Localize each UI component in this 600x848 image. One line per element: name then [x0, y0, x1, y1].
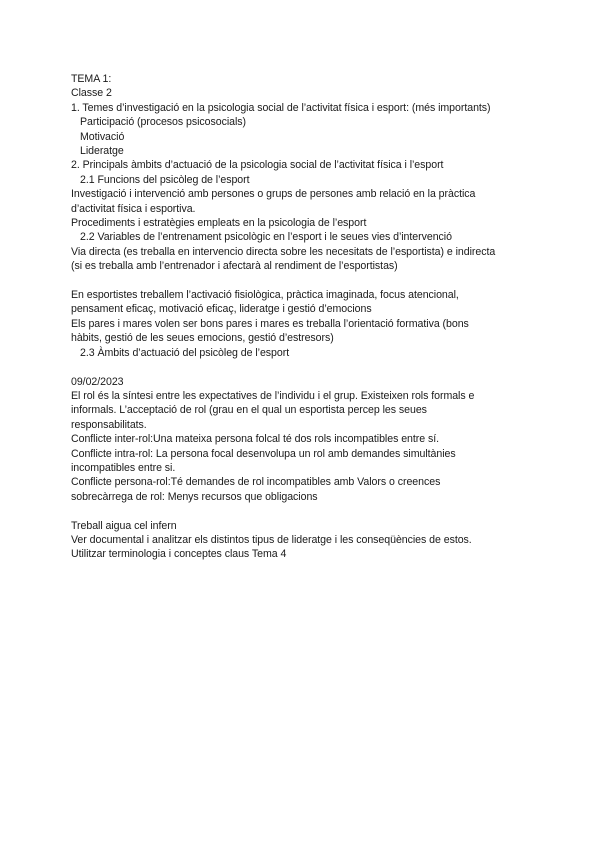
text-line: hàbits, gestió de les seues emocions, gestió d’estresors)	[71, 332, 334, 345]
text-line: 2.1 Funcions del psicòleg de l’esport	[80, 173, 250, 186]
text-line: Procediments i estratègies empleats en la psicologia de l’esport	[71, 217, 367, 230]
text-line: El rol és la síntesi entre les expectatives de l’individu i el grup. Existeixen rols formals e	[71, 389, 475, 402]
text-line: responsabilitats.	[71, 418, 147, 431]
text-line: sobrecàrrega de rol: Menys recursos que obligacions	[71, 490, 318, 503]
text-line: Motivació	[80, 130, 125, 143]
text-line: Via directa (es treballa en intervencio directa sobre les necesitats de l’esportista) e indirecta	[71, 245, 496, 258]
text-line: informals. L’acceptació de rol (grau en el qual un esportista percep les seues	[71, 404, 427, 417]
text-line: TEMA 1:	[71, 73, 112, 85]
text-line: Els pares i mares volen ser bons pares i mares es treballa l’orientació formativa (bons	[71, 317, 469, 330]
text-line: Ver documental i analitzar els distintos tipus de lideratge i les conseqüències de estos.	[71, 533, 472, 546]
text-line: En esportistes treballem l’activació fisiològica, pràctica imaginada, focus atencional,	[71, 289, 459, 302]
text-line: d’activitat física i esportiva.	[71, 202, 196, 215]
text-line: Treball aigua cel infern	[71, 519, 177, 532]
text-line: Utilitzar terminologia i conceptes claus Tema 4	[71, 548, 287, 561]
text-line: Investigació i intervenció amb persones o grups de persones amb relació en la pràctica	[71, 188, 476, 201]
blank-line	[71, 274, 571, 288]
document-body	[71, 72, 571, 562]
blank-line	[71, 504, 571, 518]
text-line: Lideratge	[80, 145, 124, 158]
text-line: 2.2 Variables de l’entrenament psicològic en l’esport i le seues vies d’intervenció	[80, 231, 452, 244]
text-line: 1. Temes d’investigació en la psicologia social de l’activitat física i esport: (més importants)	[71, 101, 491, 114]
text-line: (si es treballa amb l’entrenador i afectarà al rendiment de l’esportistas)	[71, 260, 398, 273]
text-line: 2. Principals àmbits d’actuació de la psicologia social de l’activitat física i l’esport	[71, 159, 444, 172]
text-line: incompatibles entre si.	[71, 461, 176, 474]
text-line: 09/02/2023	[71, 375, 124, 388]
blank-line	[71, 360, 571, 374]
text-line: Conflicte persona-rol:Té demandes de rol incompatibles amb Valors o creences	[71, 476, 441, 489]
text-line: Conflicte intra-rol: La persona focal desenvolupa un rol amb demandes simultànies	[71, 447, 456, 460]
text-line: Participació (procesos psicosocials)	[80, 116, 246, 129]
text-line: pensament eficaç, motivació eficaç, lideratge i gestió d’emocions	[71, 303, 372, 316]
text-line: Conflicte inter-rol:Una mateixa persona folcal té dos rols incompatibles entre sí.	[71, 433, 440, 446]
text-line: Classe 2	[71, 87, 112, 100]
text-line: 2.3 Àmbits d’actuació del psicòleg de l’esport	[80, 346, 290, 359]
